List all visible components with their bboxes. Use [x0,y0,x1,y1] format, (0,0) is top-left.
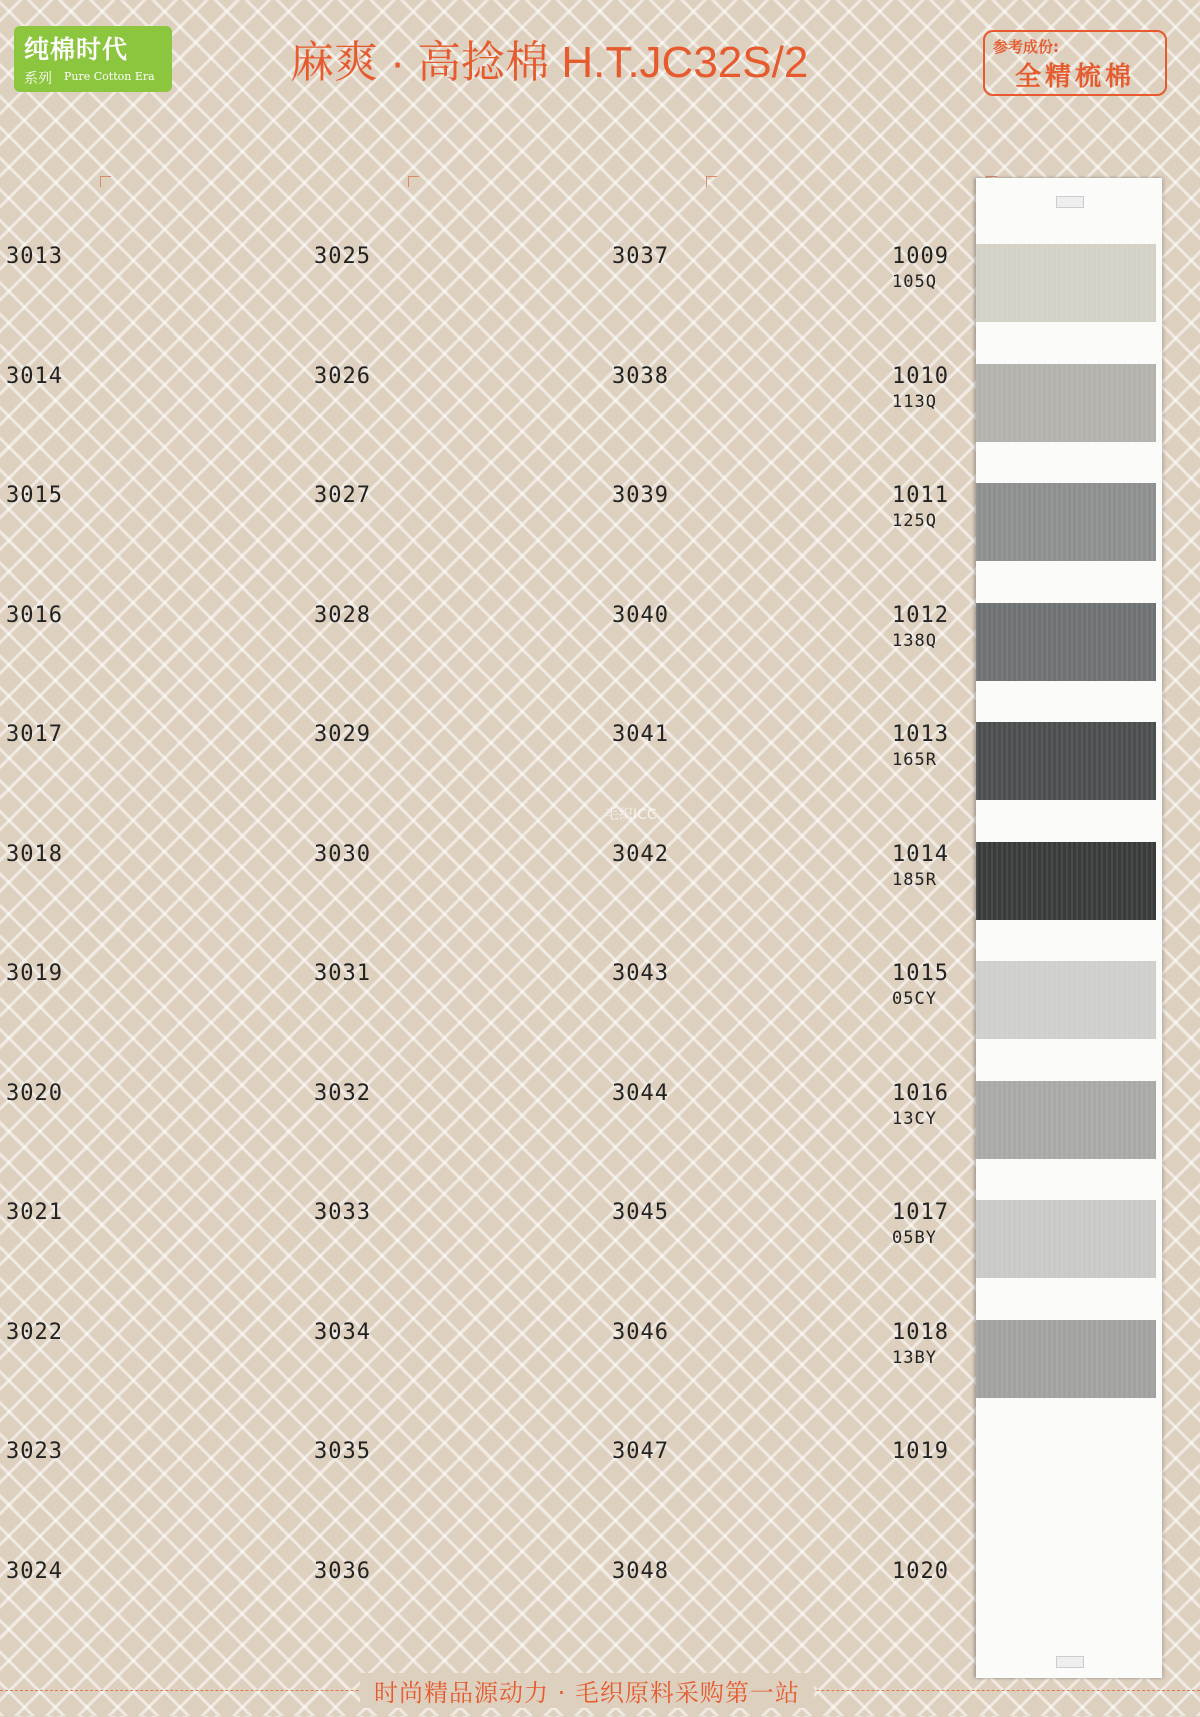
color-code: 3024 [6,1558,63,1584]
color-code: 3016 [6,602,63,628]
yarn-sample-card [976,178,1162,1678]
composition-value: 全精梳棉 [1014,62,1135,92]
color-code: 3036 [314,1558,371,1584]
shade-code: 13CY [892,1108,937,1129]
color-code-cell [892,842,949,890]
header [0,0,1200,105]
color-code-cell [892,1320,949,1368]
color-code-cell [314,961,371,986]
corner-mark [706,176,717,187]
color-code: 3028 [314,602,371,628]
logo-series-text: 系列 [24,71,52,87]
color-code: 3022 [6,1319,63,1345]
color-code-cell [314,1559,371,1584]
watermark: 毛织ICC [605,807,657,823]
color-code: 3021 [6,1200,63,1225]
color-code-cell [892,483,949,531]
color-code: 1009 [892,244,949,269]
shade-code: 165R [892,750,937,770]
color-code: 3045 [612,1200,669,1225]
shade-code: 13BY [892,1347,937,1368]
color-code: 1013 [892,722,949,747]
color-code-cell [892,603,949,651]
page-title: 麻爽 · 高捻棉 H.T.JC32S/2 [290,38,809,87]
color-code: 3015 [6,483,63,508]
color-code: 3023 [6,1439,63,1464]
shade-code: 125Q [892,511,937,531]
color-code: 3032 [314,1080,371,1106]
logo-english-text: Pure Cotton Era [64,70,155,83]
color-code-cell [612,483,669,508]
footer [0,1679,1200,1717]
color-code-cell [6,364,63,389]
brand-logo [14,26,172,92]
color-code: 3035 [314,1439,371,1464]
yarn-swatch-1009 [976,244,1156,322]
shade-code: 113Q [892,391,937,412]
yarn-swatch-1011 [976,483,1156,561]
color-code-cell [314,364,371,389]
color-code-cell [892,1081,949,1129]
color-code: 3019 [6,961,63,986]
color-code: 3013 [6,244,63,269]
color-code-cell [314,1320,371,1345]
color-code-cell [892,364,949,412]
color-code-cell [6,244,63,269]
color-code-cell [612,722,669,747]
color-code-cell [314,244,371,269]
card-notch-bottom [1056,1656,1084,1668]
color-code: 1016 [892,1080,949,1106]
yarn-swatch-1018 [976,1320,1156,1398]
yarn-swatch-1015 [976,961,1156,1039]
color-code: 3033 [314,1200,371,1225]
color-code-cell [314,1200,371,1225]
color-code: 3046 [612,1319,669,1345]
color-code-cell [6,722,63,747]
color-code: 1011 [892,483,949,508]
color-code-cell [6,483,63,508]
corner-mark [408,176,419,187]
color-code: 3025 [314,244,371,269]
shade-code: 138Q [892,630,937,651]
color-code: 3014 [6,363,63,389]
color-code: 3040 [612,602,669,628]
shade-code: 185R [892,869,937,890]
color-code-cell [314,483,371,508]
shade-code: 05BY [892,1228,937,1248]
color-code-cell [612,842,669,867]
color-code: 3026 [314,363,371,389]
color-code: 1019 [892,1439,949,1464]
color-code: 1010 [892,363,949,389]
color-code-cell [892,1559,949,1584]
shade-code: 105Q [892,272,937,292]
footer-slogan: 时尚精品源动力 · 毛织原料采购第一站 [360,1673,814,1708]
color-code: 3047 [612,1439,669,1464]
shade-code: 05CY [892,989,937,1009]
color-code-cell [6,1081,63,1106]
color-code-cell [612,1200,669,1225]
color-code-cell [314,603,371,628]
color-code-cell [892,1200,949,1248]
color-code-cell [314,722,371,747]
color-code-cell [892,1439,949,1464]
color-code-cell [6,1559,63,1584]
color-code-cell [314,842,371,867]
yarn-swatch-1017 [976,1200,1156,1278]
color-code-cell [6,1439,63,1464]
color-code-cell [612,1081,669,1106]
color-code: 1017 [892,1200,949,1225]
color-code-cell [314,1439,371,1464]
color-code: 1020 [892,1558,949,1584]
color-code: 3020 [6,1080,63,1106]
color-code-cell [612,364,669,389]
color-code-cell [6,1200,63,1225]
color-code-cell [892,722,949,770]
color-code: 3041 [612,722,669,747]
color-code: 1012 [892,602,949,628]
color-code: 3027 [314,483,371,508]
logo-main-text: 纯棉时代 [24,35,129,64]
color-code: 3029 [314,722,371,747]
color-code-cell [892,244,949,292]
yarn-swatch-1016 [976,1081,1156,1159]
color-code: 3044 [612,1080,669,1106]
color-code: 3037 [612,244,669,269]
color-code-cell [612,1439,669,1464]
color-code-cell [892,961,949,1009]
color-code: 3048 [612,1558,669,1584]
color-code-cell [6,1320,63,1345]
card-notch-top [1056,196,1084,208]
yarn-swatch-1014 [976,842,1156,920]
composition-badge [983,30,1167,96]
yarn-swatch-1013 [976,722,1156,800]
color-code: 1018 [892,1319,949,1345]
yarn-swatch-1010 [976,364,1156,442]
color-code: 3018 [6,841,63,867]
color-code-cell [6,603,63,628]
color-code-cell [612,961,669,986]
color-code-cell [612,1559,669,1584]
corner-mark [100,176,111,187]
color-code: 1015 [892,961,949,986]
color-code: 1014 [892,841,949,867]
color-code: 3039 [612,483,669,508]
color-code: 3043 [612,961,669,986]
color-code: 3042 [612,841,669,867]
color-code: 3030 [314,841,371,867]
color-code-cell [6,961,63,986]
color-code: 3031 [314,961,371,986]
color-code: 3017 [6,722,63,747]
color-code-cell [612,244,669,269]
composition-label: 参考成份: [993,38,1059,56]
color-code-cell [314,1081,371,1106]
color-code-cell [612,1320,669,1345]
yarn-swatch-1012 [976,603,1156,681]
color-code-cell [612,603,669,628]
color-code: 3038 [612,363,669,389]
color-code: 3034 [314,1319,371,1345]
color-code-cell [6,842,63,867]
